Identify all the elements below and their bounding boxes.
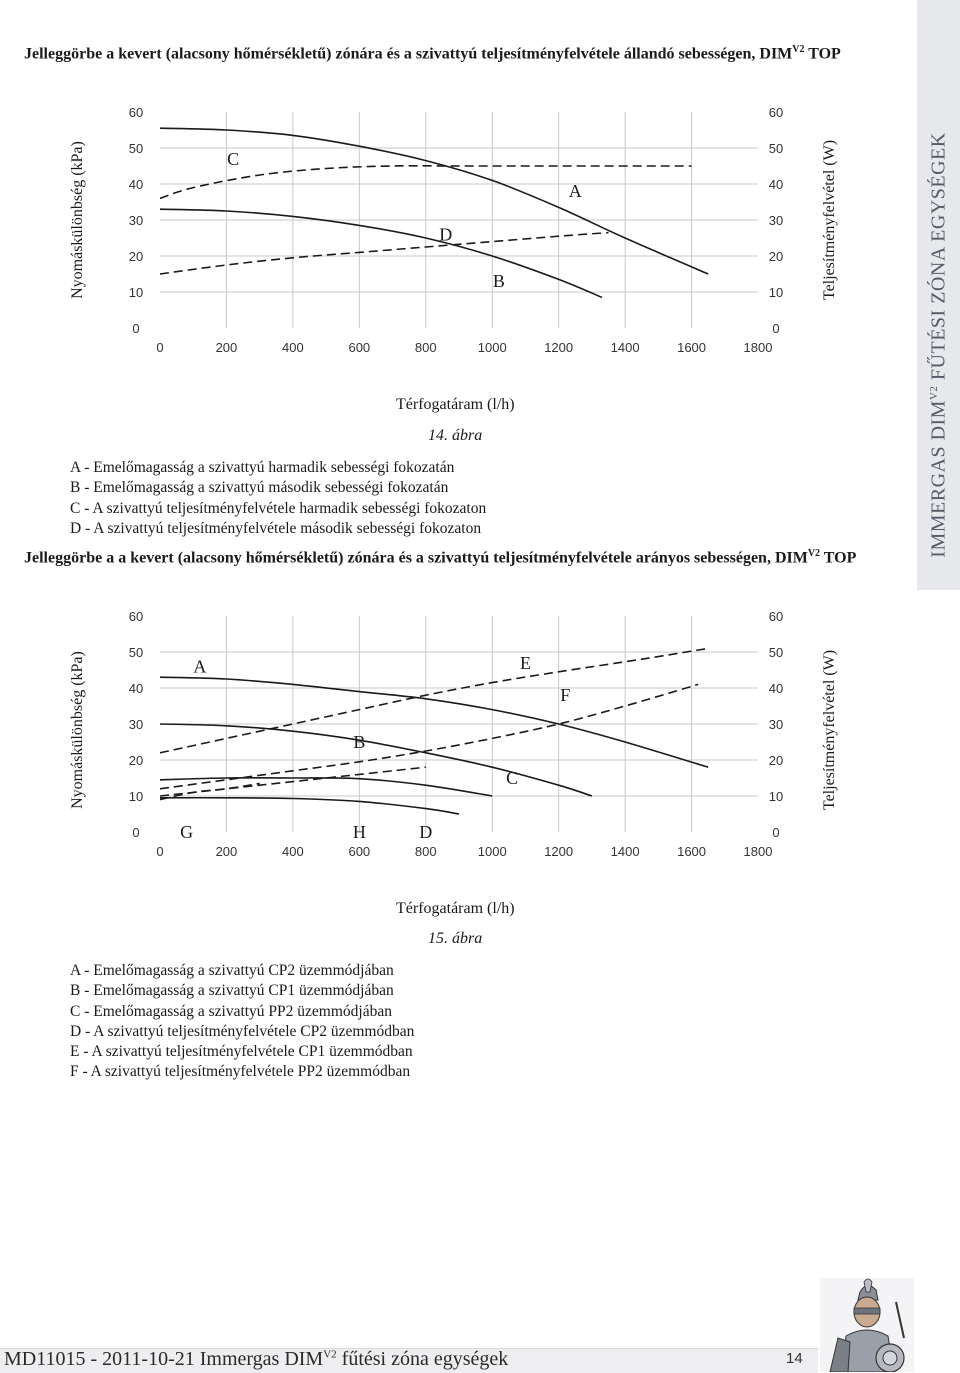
chart1-x-title: Térfogatáram (l/h) <box>396 396 515 413</box>
y-tick-label-left: 40 <box>128 177 144 192</box>
chart2-title-tail: TOP <box>820 549 857 567</box>
y-tick-label-right: 10 <box>768 789 784 804</box>
x-tick-label: 1200 <box>544 844 574 859</box>
legend-entry: D - A szivattyú teljesítményfelvétele CP2 üzemmódban <box>70 1022 415 1040</box>
x-tick-label: 200 <box>215 844 238 859</box>
chart2-x-title: Térfogatáram (l/h) <box>396 900 515 917</box>
y-tick-label-left: 0 <box>132 321 140 336</box>
chart2-title <box>24 548 856 567</box>
x-tick-label: 1600 <box>677 340 707 355</box>
chart2-title-sup: V2 <box>807 548 821 559</box>
chart1-title-text: Jelleggörbe a kevert (alacsony hőmérsékletű) zónára és a szivattyú teljesítményfelvétele állandó sebességen, DIM <box>24 45 793 63</box>
gladiator-logo-icon <box>820 1278 914 1372</box>
chart1-legend <box>70 458 486 539</box>
x-tick-label: 1800 <box>743 340 773 355</box>
y-tick-label-left: 50 <box>128 141 144 156</box>
chart2-plot <box>0 590 880 870</box>
chart1-title-tail: TOP <box>804 45 841 63</box>
y-axis-title-right: Teljesítményfelvétel (W) <box>821 139 838 301</box>
chart2-legend <box>70 961 414 1083</box>
y-tick-label-right: 60 <box>768 609 784 624</box>
series-line-a <box>160 128 708 274</box>
legend-entry: C - A szivattyú teljesítményfelvétele harmadik sebességi fokozaton <box>70 499 487 517</box>
y-tick-label-left: 10 <box>128 789 144 804</box>
x-tick-label: 1600 <box>677 844 707 859</box>
x-tick-label: 1800 <box>743 844 773 859</box>
x-tick-label: 1200 <box>544 340 574 355</box>
x-tick-label: 800 <box>414 340 437 355</box>
series-label-c: C <box>506 768 519 788</box>
side-tab-main: IMMERGAS DIM <box>927 400 950 558</box>
y-tick-label-right: 50 <box>768 141 784 156</box>
x-tick-label: 1400 <box>610 844 640 859</box>
x-tick-label: 1000 <box>477 340 507 355</box>
footer-sup: V2 <box>323 1348 337 1361</box>
x-tick-label: 400 <box>282 844 304 859</box>
legend-entry: B - Emelőmagasság a szivattyú CP1 üzemmódjában <box>70 982 394 1000</box>
x-tick-label: 600 <box>348 340 371 355</box>
footer-doc-id <box>4 1348 508 1371</box>
y-axis-title-right: Teljesítményfelvétel (W) <box>821 649 838 811</box>
side-tab-sup: V2 <box>927 385 940 401</box>
side-tab-label <box>928 132 951 557</box>
y-axis-title-left: Nyomáskülönbség (kPa) <box>69 141 86 299</box>
x-tick-label: 200 <box>215 340 238 355</box>
chart2-title-text: Jelleggörbe a a kevert (alacsony hőmérsékletű) zónára és a szivattyú teljesítményfelvétele arányos sebességen, DIM <box>24 549 808 567</box>
series-line-f <box>160 684 698 788</box>
x-tick-label: 600 <box>348 844 371 859</box>
y-tick-label-left: 30 <box>128 717 144 732</box>
legend-entry: E - A szivattyú teljesítményfelvétele CP1 üzemmódban <box>70 1043 413 1061</box>
series-label-c: C <box>227 148 240 169</box>
y-tick-label-right: 0 <box>772 321 780 336</box>
x-tick-label: 1400 <box>610 340 640 355</box>
x-tick-label: 0 <box>156 844 164 859</box>
y-tick-label-left: 50 <box>128 645 144 660</box>
page-number: 14 <box>786 1350 803 1367</box>
y-tick-label-right: 0 <box>772 825 780 840</box>
y-tick-label-right: 60 <box>768 105 784 120</box>
y-tick-label-right: 40 <box>768 681 784 696</box>
footer-tail: fűtési zóna egységek <box>336 1348 509 1370</box>
footer-main: MD11015 - 2011-10-21 Immergas DIM <box>4 1348 324 1370</box>
y-tick-label-right: 30 <box>768 717 784 732</box>
series-line-c <box>160 778 492 796</box>
y-tick-label-left: 10 <box>128 285 144 300</box>
legend-entry: A - Emelőmagasság a szivattyú harmadik sebességi fokozatán <box>70 459 455 476</box>
series-label-b: B <box>492 271 505 292</box>
y-tick-label-left: 30 <box>128 213 144 228</box>
x-tick-label: 800 <box>414 844 437 859</box>
series-label-a: A <box>568 181 582 202</box>
y-tick-label-right: 10 <box>768 285 784 300</box>
legend-entry: D - A szivattyú teljesítményfelvétele második sebességi fokozaton <box>70 519 482 537</box>
chart1-figure-label: 14. ábra <box>428 427 483 444</box>
chart1-title-sup: V2 <box>792 44 805 55</box>
y-tick-label-right: 20 <box>768 753 784 768</box>
series-label-e: E <box>519 652 531 673</box>
side-tab-tail: FŰTÉSI ZÓNA EGYSÉGEK <box>927 132 950 386</box>
y-tick-label-left: 20 <box>128 249 144 264</box>
y-tick-label-left: 40 <box>128 681 144 696</box>
legend-entry: C - Emelőmagasság a szivattyú PP2 üzemmódjában <box>70 1002 392 1020</box>
series-label-b: B <box>353 732 366 752</box>
chart1-title <box>24 44 841 63</box>
y-tick-label-left: 0 <box>132 825 140 840</box>
x-tick-label: 0 <box>156 340 164 355</box>
legend-entry: B - Emelőmagasság a szivattyú második sebességi fokozatán <box>70 479 449 497</box>
series-line-d <box>160 798 459 814</box>
legend-entry: A - Emelőmagasság a szivattyú CP2 üzemmódjában <box>70 962 394 979</box>
x-tick-label: 400 <box>282 340 304 355</box>
y-tick-label-left: 60 <box>128 105 144 120</box>
legend-entry: F - A szivattyú teljesítményfelvétele PP2 üzemmódban <box>70 1063 411 1081</box>
series-label-h: H <box>352 822 366 842</box>
y-tick-label-right: 30 <box>768 213 784 228</box>
y-tick-label-right: 40 <box>768 177 784 192</box>
series-label-d: D <box>419 822 433 842</box>
y-tick-label-right: 20 <box>768 249 784 264</box>
series-label-g: G <box>180 822 194 842</box>
series-label-a: A <box>193 656 207 677</box>
y-tick-label-right: 50 <box>768 645 784 660</box>
y-tick-label-left: 60 <box>128 609 144 624</box>
series-label-d: D <box>439 224 453 245</box>
series-label-f: F <box>560 685 571 706</box>
y-axis-title-left: Nyomáskülönbség (kPa) <box>69 651 86 809</box>
series-line-d <box>160 233 609 274</box>
chart2-figure-label: 15. ábra <box>428 930 483 947</box>
y-tick-label-left: 20 <box>128 753 144 768</box>
x-tick-label: 1000 <box>477 844 507 859</box>
